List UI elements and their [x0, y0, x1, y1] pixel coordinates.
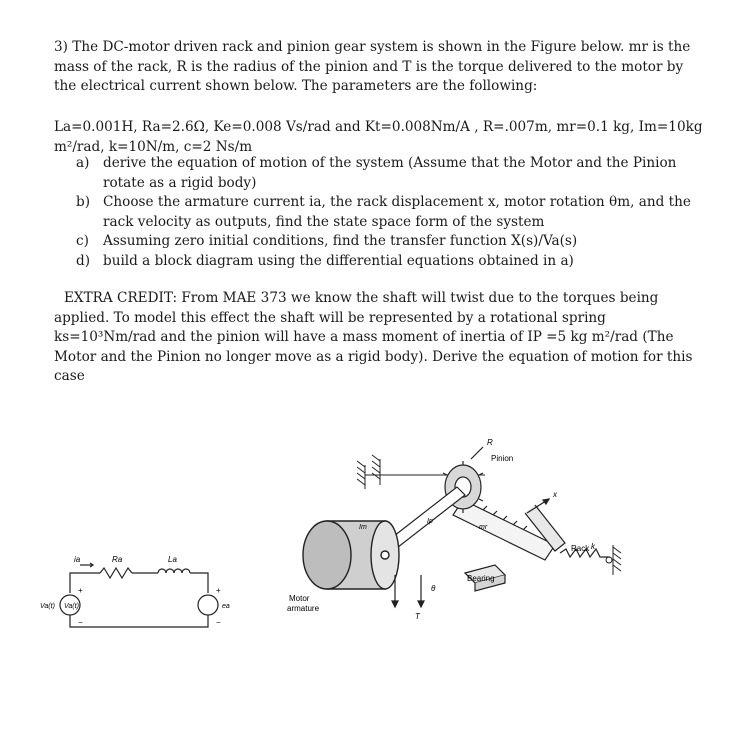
torque-label: T — [415, 612, 420, 621]
ea-plus: + — [216, 586, 221, 595]
k-label: k — [591, 542, 595, 551]
armature-label: armature — [287, 604, 320, 613]
va-minus: − — [78, 618, 83, 627]
ea-label: ea — [222, 603, 230, 610]
parameter-list: La=0.001H, Ra=2.6Ω, Ke=0.008 Vs/rad and Kt=0.008Nm/A , R=.007m, mr=0.1 kg, Im=10kg m²/rad, k=10N/m, c=2 Ns/m — [54, 119, 703, 155]
subquestion-a: a) derive the equation of motion of the system (Assume that the Motor and the Pinion rotate as a rigid body) — [76, 155, 677, 191]
bearing-label: Bearing — [467, 574, 495, 583]
im-label: Im — [359, 524, 367, 531]
motor-label: Motor — [289, 594, 310, 603]
rack-label: Rack — [571, 544, 590, 553]
va-label: Va(t) — [40, 603, 55, 610]
va-source-symbol: Va(t) — [64, 603, 79, 610]
subquestion-list — [76, 154, 706, 271]
subquestion-b: b) Choose the armature current ia, the rack displacement x, motor rotation θm, and the rack velocity as outputs, find the state space form of the system — [76, 194, 691, 230]
x-label: x — [553, 490, 557, 499]
la-label: La — [168, 555, 177, 564]
ra-label: Ra — [112, 555, 123, 564]
extra-credit — [54, 289, 704, 387]
subquestion-d: d) build a block diagram using the differential equations obtained in a) — [76, 252, 574, 269]
armature-circuit-diagram — [40, 545, 240, 635]
ea-minus: − — [216, 618, 221, 627]
pinion-label: Pinion — [491, 454, 514, 463]
subquestion-c: c) Assuming zero initial conditions, find the transfer function X(s)/Va(s) — [76, 233, 578, 249]
problem-statement: 3) The DC-motor driven rack and pinion gear system is shown in the Figure below. mr is the mass of the rack, R is the radius of the pinion and T is the torque delivered to the motor by the electrical current shown below. The parameters are the following: — [54, 39, 691, 94]
va-plus: + — [78, 586, 83, 595]
theta-label: θ — [431, 584, 436, 593]
r-dimension — [471, 447, 483, 459]
r-label: R — [487, 438, 493, 447]
motor-armature — [303, 521, 399, 589]
torque-arrow — [392, 575, 424, 607]
extra-credit-label: EXTRA CREDIT: — [64, 290, 178, 306]
right-wall — [606, 545, 621, 575]
mr-label: mr — [479, 524, 488, 531]
extra-credit-text: From MAE 373 we know the shaft will twist due to the torques being applied. To model this effect the shaft will be represented by a rotational spring ks=10³Nm/rad and the pinion will have a mass moment of inertia of IP =5 kg m²/rad (The Motor and the Pinion no longer move as a rigid body). Derive the equation of motion for this case — [54, 290, 693, 384]
ip-label: Ip — [427, 518, 433, 525]
back-emf-source-ea — [198, 595, 218, 615]
inductor-la — [158, 569, 190, 573]
ia-label: ia — [74, 555, 81, 564]
resistor-ra — [100, 568, 132, 578]
rack-pinion-figure — [235, 425, 655, 645]
